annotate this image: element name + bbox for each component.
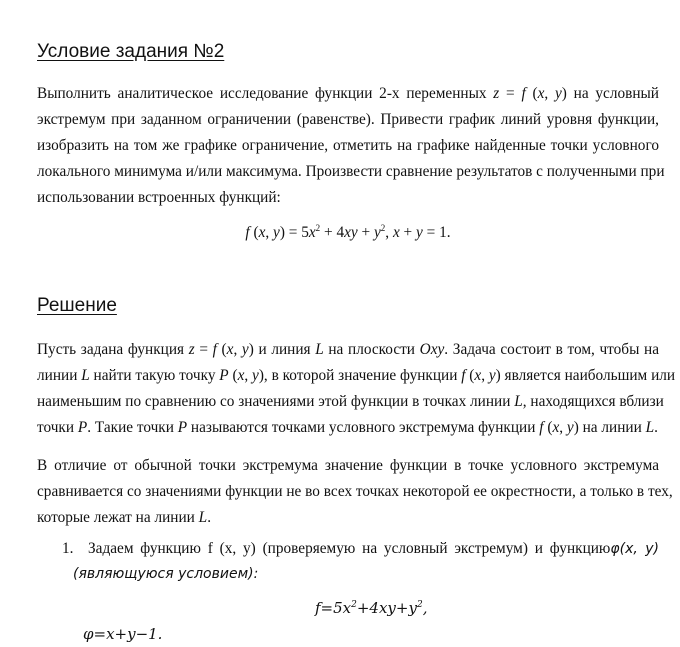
- solution-heading: Решение: [37, 295, 117, 316]
- sol-p2-line-3: которые лежат на линии L.: [37, 509, 212, 526]
- step-1-condition: (являющуюся условием):: [73, 566, 259, 582]
- math-f: $f=5x^2+4xy+y^2$,: [315, 599, 428, 617]
- sol-p2-line-1: В отличие от обычной точки экстремума значение функции в точке условного экстремума: [37, 457, 659, 474]
- sol-p2-line-2: сравнивается со значениями функции не во всех точках некоторой ее окрестности, а только в тех,: [37, 483, 673, 500]
- task-line-2: экстремум при заданном ограничении (равенстве). Привести график линий уровня функции,: [37, 111, 659, 128]
- phi-function: φ(x, y): [610, 541, 659, 557]
- task-paragraph: [37, 81, 665, 211]
- sol-p1-line-3: наименьшим по сравнению со значениями этой функции в точках линии L, находящихся вблизи: [37, 393, 664, 410]
- task-line-5: использовании встроенных функций:: [37, 189, 281, 206]
- task-line-1: Выполнить аналитическое исследование функции 2-х переменных z = f (x, y) на условный: [37, 85, 659, 102]
- task-formula: f (x, $y) = 5x^2 + 4xy + y^2$, x + y = 1.: [245, 223, 451, 241]
- solution-paragraph-2: [37, 453, 673, 531]
- task-heading: Условие задания №2: [37, 41, 225, 62]
- solution-paragraph-1: [37, 337, 676, 441]
- sol-p1-line-2: линии L найти такую точку P (x, y), в которой значение функции f (x, y) является наибольшим или: [37, 367, 676, 384]
- task-line-4: локального минимума и/или максимума. Произвести сравнение результатов с полученными при: [37, 163, 665, 180]
- task-line-3: изобразить на том же графике ограничение, отметить на графике найденные точки условного: [37, 137, 659, 154]
- sol-p1-line-4: точки P. Такие точки P называются точками условного экстремума функции f (x, y) на линии L.: [37, 419, 658, 436]
- step-1-text: [88, 536, 659, 562]
- step-1-number: 1.: [62, 540, 74, 557]
- step-1-line: Задаем функцию f (x, y) (проверяемую на условный экстремум) и функциюφ(x, y): [88, 540, 659, 557]
- math-phi: φ=x+y−1.: [83, 625, 163, 643]
- sol-p1-line-1: Пусть задана функция z = f (x, y) и линия L на плоскости Oxy. Задача состоит в том, чтобы на: [37, 341, 659, 358]
